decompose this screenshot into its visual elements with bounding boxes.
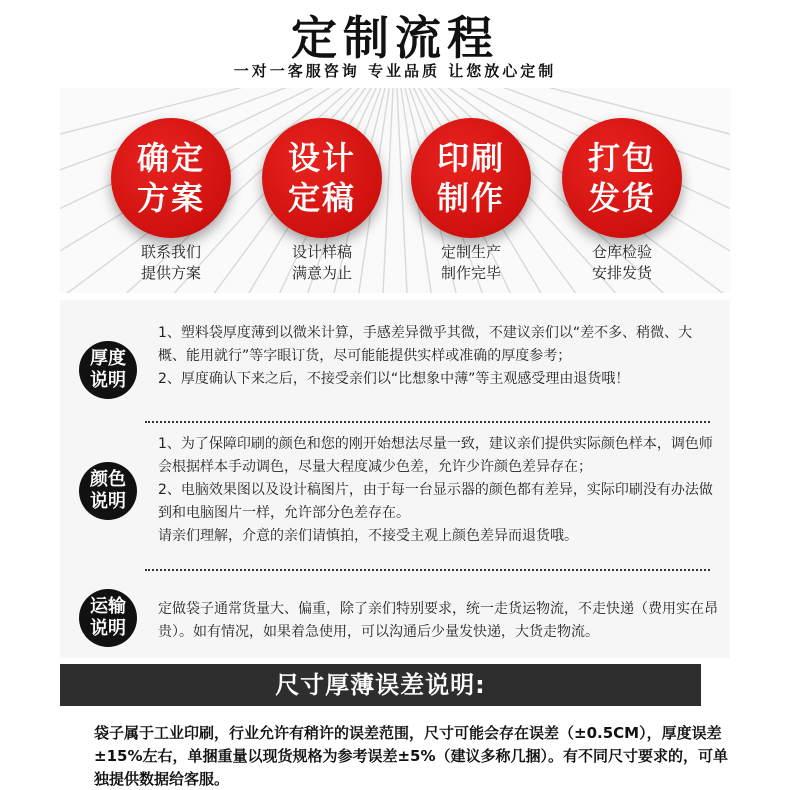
step-desc-line2: 制作完毕 (440, 264, 501, 282)
page-subtitle: 一对一客服咨询 专业品质 让您放心定制 (233, 62, 557, 80)
thickness-note-2: 2、厚度确认下来之后，不接受亲们以“比想象中薄”等主观感受理由退货哦！ (158, 371, 630, 387)
step-circle (262, 118, 382, 238)
divider (145, 569, 710, 571)
step-circle (411, 118, 531, 238)
step-title-line2: 方案 (136, 179, 205, 217)
step-description (396, 242, 546, 284)
shipping-note (158, 598, 718, 644)
badge-line2: 说明 (90, 618, 126, 639)
step-title-line2: 发货 (587, 179, 656, 217)
step-title-line1: 印刷 (436, 139, 505, 177)
step-title-line2: 制作 (436, 179, 505, 217)
divider (145, 421, 710, 423)
shipping-note-1: 定做袋子通常货量大、偏重，除了亲们特别要求，统一走货运物流，不走快递（费用实在昂贵）。如有情况，如果着急使用，可以沟通后少量发快递，大货走物流。 (158, 601, 718, 640)
color-note-1: 1、为了保障印刷的颜色和您的刚开始想法尽量一致，建议亲们提供实际颜色样本，调色师会根据样本手动调色，尽量大程度减少色差，允许少许颜色差异存在； (158, 436, 713, 475)
thickness-badge (79, 341, 137, 399)
step-desc-line1: 设计样稿 (291, 243, 352, 261)
step-desc-line2: 安排发货 (591, 264, 652, 282)
color-note (158, 433, 718, 548)
step-desc-line2: 提供方案 (140, 264, 201, 282)
step-description (547, 242, 697, 284)
step-title-line1: 打包 (587, 139, 656, 177)
step-desc-line1: 仓库检验 (591, 243, 652, 261)
step-desc-line2: 满意为止 (291, 264, 352, 282)
shipping-badge (79, 589, 137, 647)
step-circle (562, 118, 682, 238)
step-title-line1: 设计 (287, 139, 356, 177)
size-error-note (94, 722, 734, 790)
thickness-note-1: 1、塑料袋厚度薄到以微米计算，手感差异微乎其微，不建议亲们以“差不多、稍微、大概、能用就行”等字眼订货，尽可能能提供实样或准确的厚度参考； (158, 325, 693, 364)
badge-line2: 说明 (90, 370, 126, 391)
step-circle (111, 118, 231, 238)
page-title: 定制流程 (291, 11, 499, 65)
step-desc-line1: 联系我们 (140, 243, 201, 261)
step-desc-line1: 定制生产 (440, 243, 501, 261)
step-description (96, 242, 246, 284)
step-title-line1: 确定 (136, 139, 205, 177)
badge-line1: 颜色 (90, 469, 126, 490)
step-description (247, 242, 397, 284)
size-error-text: 袋子属于工业印刷，行业允许有稍许的误差范围，尺寸可能会存在误差（±0.5CM），厚度误差±15%左右，单捆重量以现货规格为参考误差±5%（建议多称几捆）。有不同尺寸要求的，可单独提供数据给客服。 (94, 724, 729, 788)
badge-line2: 说明 (90, 491, 126, 512)
color-note-3: 请亲们理解，介意的亲们请慎拍，不接受主观上颜色差异而退货哦。 (158, 528, 578, 544)
badge-line1: 运输 (90, 596, 126, 617)
step-title-line2: 定稿 (287, 179, 356, 217)
color-note-2: 2、电脑效果图以及设计稿图片，由于每一台显示器的颜色都有差异，实际印刷没有办法做到和电脑图片一样，允许部分色差存在。 (158, 482, 713, 521)
badge-line1: 厚度 (90, 348, 126, 369)
color-badge (79, 462, 137, 520)
size-error-banner: 尺寸厚薄误差说明: (60, 664, 701, 706)
thickness-note (158, 322, 718, 391)
